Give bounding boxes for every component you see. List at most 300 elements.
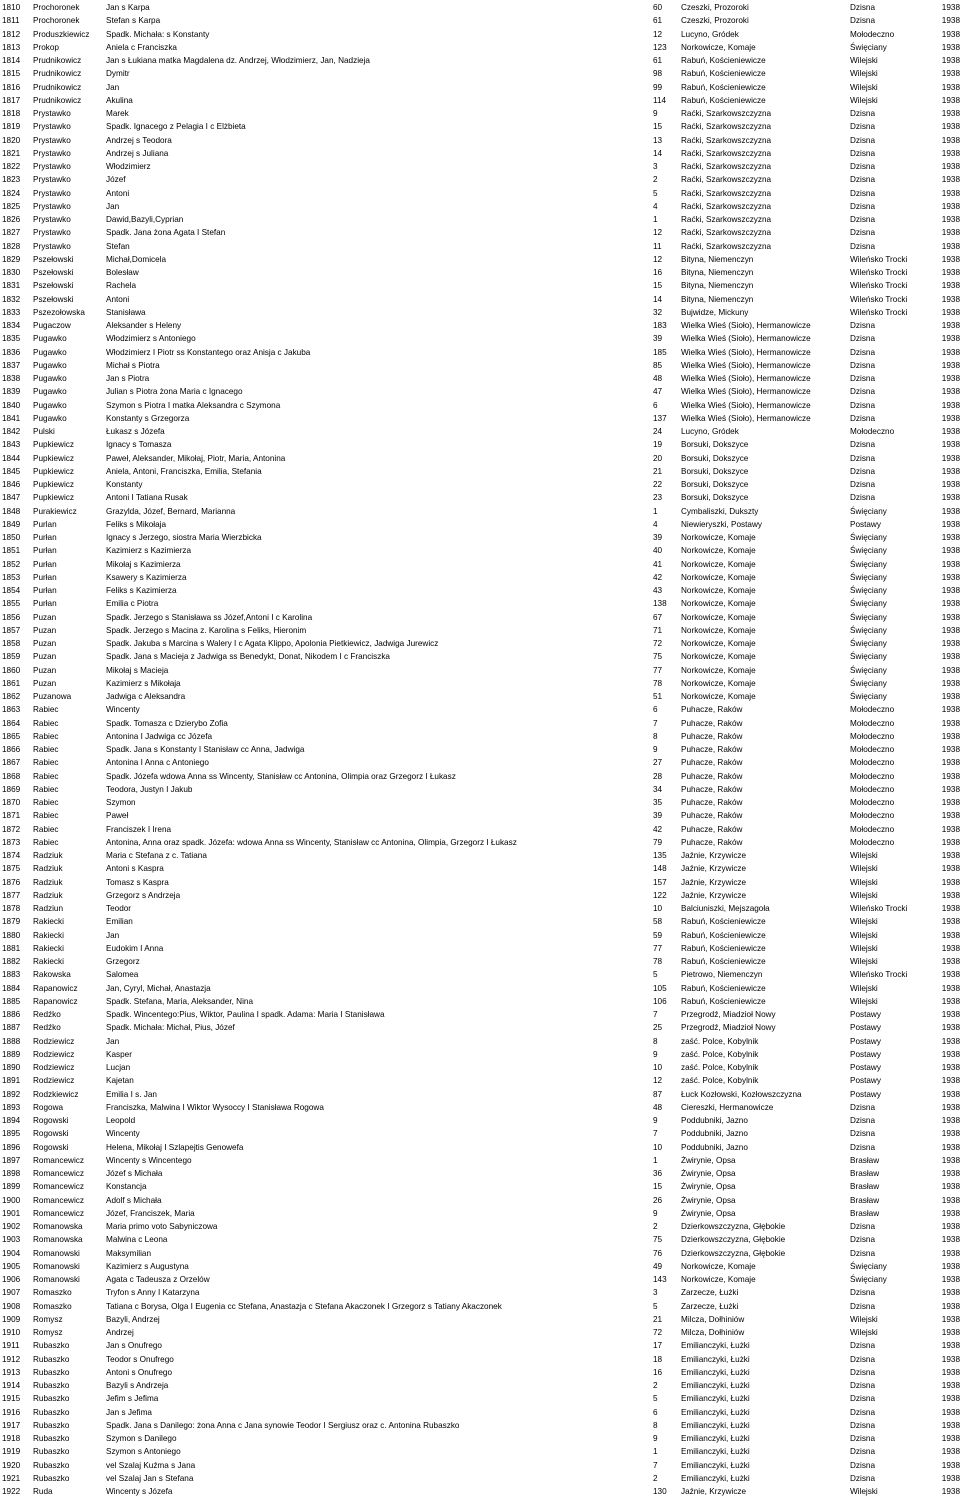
house-number-cell: 39 <box>653 334 663 344</box>
house-number-cell: 17 <box>653 1341 663 1351</box>
entry-number-cell: 1837 <box>2 360 21 370</box>
surname-cell: Prystawko <box>33 148 71 158</box>
surname-cell: Rabiec <box>33 745 59 754</box>
county-cell: Święciany <box>850 678 887 688</box>
given-names-cell: Emilia I s. Jan <box>106 1089 157 1099</box>
county-cell: Dzisna <box>850 188 876 198</box>
surname-cell: Rubaszko <box>33 1434 70 1443</box>
given-names-cell: Ignacy s Tomasza <box>106 440 172 450</box>
given-names-cell: Michał,Domicela <box>106 254 167 264</box>
entry-number-cell: 1828 <box>2 241 21 251</box>
table-row <box>0 1339 960 1352</box>
table-row <box>0 915 960 928</box>
given-names-cell: Bazyli s Andrzeja <box>106 1381 169 1390</box>
entry-number-cell: 1812 <box>2 29 21 39</box>
entry-number-cell: 1914 <box>2 1381 21 1390</box>
table-row <box>0 1392 960 1405</box>
surname-cell: Pszełowski <box>33 281 74 291</box>
locality-cell: Raćki, Szarkowszczyzna <box>681 228 772 238</box>
given-names-cell: Emilian <box>106 917 133 927</box>
house-number-cell: 12 <box>653 254 663 264</box>
house-number-cell: 28 <box>653 771 663 781</box>
given-names-cell: Tomasz s Kaspra <box>106 877 169 887</box>
surname-cell: Romanowski <box>33 1248 80 1258</box>
year-cell: 1938 <box>941 1222 960 1231</box>
given-names-cell: Antonina, Anna oraz spadk. Józefa: wdowa Anna ss Wincenty, Stanisław cc Antonina, Olimpia, Grzegorz I Łukasz <box>106 837 517 847</box>
house-number-cell: 60 <box>653 3 663 12</box>
table-row <box>0 94 960 107</box>
entry-number-cell: 1824 <box>2 188 21 198</box>
table-row <box>0 1260 960 1273</box>
locality-cell: Zarzecze, Łużki <box>681 1288 739 1298</box>
house-number-cell: 20 <box>653 453 663 463</box>
house-number-cell: 16 <box>653 268 663 277</box>
given-names-cell: Szymon s Antoniego <box>106 1447 181 1457</box>
year-cell: 1938 <box>941 837 960 847</box>
given-names-cell: Szymon s Piotra I matka Aleksandra c Szymona <box>106 400 281 410</box>
locality-cell: Milcza, Dołhiniów <box>681 1314 745 1324</box>
house-number-cell: 9 <box>653 1208 658 1218</box>
house-number-cell: 6 <box>653 400 658 410</box>
surname-cell: Prystawko <box>33 215 71 224</box>
locality-cell: Jaźnie, Krzywicze <box>681 864 747 874</box>
year-cell: 1938 <box>941 1407 960 1417</box>
given-names-cell: Feliks s Kazimierza <box>106 586 177 595</box>
given-names-cell: Antonina I Anna c Antoniego <box>106 758 209 768</box>
surname-cell: Puzan <box>33 639 57 648</box>
county-cell: Wilejski <box>850 851 878 860</box>
entry-number-cell: 1845 <box>2 466 21 476</box>
given-names-cell: Feliks s Mikołaja <box>106 519 167 529</box>
table-row <box>0 1432 960 1445</box>
given-names-cell: Spadk. Jerzego s Macina z. Karolina s Feliks, Hieronim <box>106 625 307 635</box>
entry-number-cell: 1902 <box>2 1222 21 1231</box>
given-names-cell: Spadk. Tomasza c Dzierybo Zofia <box>106 718 228 728</box>
entry-number-cell: 1835 <box>2 334 21 344</box>
surname-cell: Rakiecki <box>33 957 64 966</box>
table-row <box>0 743 960 756</box>
surname-cell: Rubaszko <box>33 1473 70 1483</box>
county-cell: Wilejski <box>850 930 878 940</box>
county-cell: Dzisna <box>850 1420 876 1430</box>
year-cell: 1938 <box>941 784 960 794</box>
county-cell: Wileńsko Trocki <box>850 268 908 277</box>
year-cell: 1938 <box>941 996 960 1006</box>
surname-cell: Prochoronek <box>33 16 80 26</box>
house-number-cell: 1 <box>653 1155 658 1165</box>
given-names-cell: Jan <box>106 930 120 940</box>
county-cell: Dzisna <box>850 135 876 145</box>
entry-number-cell: 1827 <box>2 228 21 238</box>
house-number-cell: 71 <box>653 625 663 635</box>
locality-cell: Dzierkowszczyzna, Głębokie <box>681 1235 786 1245</box>
given-names-cell: Wincenty <box>106 1129 140 1139</box>
house-number-cell: 61 <box>653 16 663 26</box>
year-cell: 1938 <box>941 771 960 781</box>
given-names-cell: Jefim s Jefima <box>106 1394 159 1404</box>
year-cell: 1938 <box>941 1235 960 1245</box>
county-cell: Dzisna <box>850 1222 876 1231</box>
table-row <box>0 756 960 769</box>
year-cell: 1938 <box>941 16 960 26</box>
given-names-cell: Konstanty s Grzegorza <box>106 413 190 423</box>
entry-number-cell: 1826 <box>2 215 21 224</box>
entry-number-cell: 1893 <box>2 1102 21 1112</box>
given-names-cell: Agata c Tadeusza z Orzelów <box>106 1275 210 1284</box>
locality-cell: Rabuń, Kościeniewicze <box>681 996 766 1006</box>
entry-number-cell: 1891 <box>2 1076 21 1086</box>
surname-cell: Rabiec <box>33 758 59 768</box>
entry-number-cell: 1869 <box>2 784 21 794</box>
table-row <box>0 1088 960 1101</box>
locality-cell: Puhacze, Raków <box>681 705 743 715</box>
year-cell: 1938 <box>941 42 960 52</box>
year-cell: 1938 <box>941 1182 960 1192</box>
given-names-cell: Włodzimierz s Antoniego <box>106 334 196 344</box>
entry-number-cell: 1840 <box>2 400 21 410</box>
county-cell: Święciany <box>850 533 887 542</box>
locality-cell: Bityna, Niemenczyn <box>681 281 754 291</box>
given-names-cell: Michał s Piotra <box>106 360 160 370</box>
given-names-cell: Spadk. Jana żona Agata I Stefan <box>106 228 226 238</box>
locality-cell: Puhacze, Raków <box>681 718 743 728</box>
county-cell: Święciany <box>850 612 887 622</box>
house-number-cell: 10 <box>653 904 663 913</box>
county-cell: Dzisna <box>850 1367 876 1377</box>
house-number-cell: 12 <box>653 1076 663 1086</box>
surname-cell: Purakiewicz <box>33 506 77 516</box>
given-names-cell: Dawid,Bazyli,Cyprian <box>106 215 184 224</box>
year-cell: 1938 <box>941 493 960 503</box>
county-cell: Wileńsko Trocki <box>850 307 908 317</box>
surname-cell: Pugawko <box>33 347 67 357</box>
entry-number-cell: 1851 <box>2 546 21 556</box>
table-row <box>0 1114 960 1127</box>
locality-cell: Jaźnie, Krzywicze <box>681 890 747 900</box>
table-row <box>0 730 960 743</box>
given-names-cell: Antoni s Onufrego <box>106 1367 172 1377</box>
year-cell: 1938 <box>941 1367 960 1377</box>
entry-number-cell: 1857 <box>2 625 21 635</box>
house-number-cell: 24 <box>653 427 663 436</box>
house-number-cell: 39 <box>653 533 663 542</box>
year-cell: 1938 <box>941 1089 960 1099</box>
year-cell: 1938 <box>941 294 960 304</box>
given-names-cell: Salomea <box>106 970 139 980</box>
surname-cell: Purłan <box>33 533 57 542</box>
house-number-cell: 41 <box>653 559 663 569</box>
county-cell: Brasław <box>850 1208 880 1218</box>
house-number-cell: 1 <box>653 506 658 516</box>
county-cell: Dzisna <box>850 1235 876 1245</box>
house-number-cell: 130 <box>653 1487 667 1496</box>
entry-number-cell: 1903 <box>2 1235 21 1245</box>
entry-number-cell: 1830 <box>2 268 21 277</box>
locality-cell: Norkowicze, Komaje <box>681 599 756 609</box>
year-cell: 1938 <box>941 268 960 277</box>
county-cell: Postawy <box>850 1023 881 1033</box>
year-cell: 1938 <box>941 466 960 476</box>
entry-number-cell: 1915 <box>2 1394 21 1404</box>
locality-cell: Milcza, Dołhiniów <box>681 1328 745 1337</box>
year-cell: 1938 <box>941 162 960 171</box>
given-names-cell: Szymon s Danilego <box>106 1434 177 1443</box>
year-cell: 1938 <box>941 347 960 357</box>
surname-cell: Puzan <box>33 652 57 662</box>
locality-cell: Emilianczyki, Łużki <box>681 1473 750 1483</box>
year-cell: 1938 <box>941 1354 960 1364</box>
house-number-cell: 36 <box>653 1169 663 1178</box>
house-number-cell: 79 <box>653 837 663 847</box>
surname-cell: Prochoronek <box>33 3 80 12</box>
house-number-cell: 10 <box>653 1063 663 1072</box>
locality-cell: Zarzecze, Łużki <box>681 1301 739 1311</box>
entry-number-cell: 1841 <box>2 413 21 423</box>
locality-cell: Norkowicze, Komaje <box>681 572 756 582</box>
table-row <box>0 796 960 809</box>
given-names-cell: Antoni <box>106 188 130 198</box>
year-cell: 1938 <box>941 718 960 728</box>
locality-cell: Raćki, Szarkowszczyzna <box>681 109 772 118</box>
surname-cell: Rodziewicz <box>33 1063 75 1072</box>
entry-number-cell: 1917 <box>2 1420 21 1430</box>
house-number-cell: 14 <box>653 294 663 304</box>
locality-cell: Norkowicze, Komaje <box>681 612 756 622</box>
house-number-cell: 9 <box>653 1116 658 1125</box>
house-number-cell: 1 <box>653 215 658 224</box>
given-names-cell: Spadk. Jana s Konstanty I Stanisław cc Anna, Jadwiga <box>106 745 305 754</box>
locality-cell: Rabuń, Kościeniewicze <box>681 69 766 79</box>
county-cell: Mołodeczno <box>850 718 895 728</box>
house-number-cell: 67 <box>653 612 663 622</box>
year-cell: 1938 <box>941 599 960 609</box>
surname-cell: Pupkiewicz <box>33 493 74 503</box>
table-row <box>0 147 960 160</box>
table-row <box>0 160 960 173</box>
house-number-cell: 9 <box>653 109 658 118</box>
house-number-cell: 15 <box>653 281 663 291</box>
house-number-cell: 122 <box>653 890 667 900</box>
year-cell: 1938 <box>941 1275 960 1284</box>
entry-number-cell: 1878 <box>2 904 21 913</box>
surname-cell: Rakiecki <box>33 917 64 927</box>
surname-cell: Pupkiewicz <box>33 440 74 450</box>
county-cell: Dzisna <box>850 413 876 423</box>
house-number-cell: 5 <box>653 1394 658 1404</box>
surname-cell: Romaszko <box>33 1288 72 1298</box>
table-row <box>0 1194 960 1207</box>
house-number-cell: 185 <box>653 347 667 357</box>
table-row <box>0 1313 960 1326</box>
table-row <box>0 372 960 385</box>
year-cell: 1938 <box>941 851 960 860</box>
given-names-cell: Jan <box>106 201 120 211</box>
table-row <box>0 584 960 597</box>
given-names-cell: Teodor <box>106 904 132 913</box>
entry-number-cell: 1831 <box>2 281 21 291</box>
locality-cell: Rabuń, Kościeniewicze <box>681 56 766 65</box>
given-names-cell: Stefan s Karpa <box>106 16 161 26</box>
surname-cell: Redźko <box>33 1023 61 1033</box>
given-names-cell: Akulina <box>106 95 133 105</box>
county-cell: Mołodeczno <box>850 705 895 715</box>
county-cell: Dzisna <box>850 215 876 224</box>
table-row <box>0 266 960 279</box>
surname-cell: Rabiec <box>33 811 59 821</box>
entry-number-cell: 1907 <box>2 1288 21 1298</box>
table-row <box>0 611 960 624</box>
table-row <box>0 505 960 518</box>
entry-number-cell: 1889 <box>2 1049 21 1059</box>
house-number-cell: 9 <box>653 745 658 754</box>
locality-cell: Puhacze, Raków <box>681 811 743 821</box>
given-names-cell: Stefan <box>106 241 130 251</box>
house-number-cell: 1 <box>653 1447 658 1457</box>
year-cell: 1938 <box>941 1036 960 1046</box>
given-names-cell: Marek <box>106 109 129 118</box>
entry-number-cell: 1849 <box>2 519 21 529</box>
given-names-cell: Grzegorz s Andrzeja <box>106 890 181 900</box>
house-number-cell: 32 <box>653 307 663 317</box>
county-cell: Święciany <box>850 599 887 609</box>
surname-cell: Romanowski <box>33 1275 80 1284</box>
entry-number-cell: 1814 <box>2 56 21 65</box>
surname-cell: Prudnikowicz <box>33 82 82 92</box>
locality-cell: Norkowicze, Komaje <box>681 1261 756 1271</box>
county-cell: Wileńsko Trocki <box>850 970 908 980</box>
year-cell: 1938 <box>941 148 960 158</box>
house-number-cell: 2 <box>653 1222 658 1231</box>
surname-cell: Romanowski <box>33 1261 80 1271</box>
house-number-cell: 21 <box>653 1314 663 1324</box>
house-number-cell: 7 <box>653 1129 658 1139</box>
year-cell: 1938 <box>941 705 960 715</box>
surname-cell: Pupkiewicz <box>33 466 74 476</box>
table-row <box>0 677 960 690</box>
entry-number-cell: 1867 <box>2 758 21 768</box>
surname-cell: Romancewicz <box>33 1195 84 1205</box>
house-number-cell: 2 <box>653 1381 658 1390</box>
table-row <box>0 1021 960 1034</box>
year-cell: 1938 <box>941 188 960 198</box>
entry-number-cell: 1905 <box>2 1261 21 1271</box>
county-cell: Dzisna <box>850 453 876 463</box>
given-names-cell: Szymon <box>106 798 136 807</box>
given-names-cell: Antoni I Tatiana Rusak <box>106 493 188 503</box>
locality-cell: Poddubniki, Jazno <box>681 1142 748 1152</box>
house-number-cell: 12 <box>653 228 663 238</box>
house-number-cell: 25 <box>653 1023 663 1033</box>
year-cell: 1938 <box>941 387 960 397</box>
house-number-cell: 3 <box>653 1288 658 1298</box>
locality-cell: Borsuki, Dokszyce <box>681 493 749 503</box>
surname-cell: Puzanowa <box>33 692 72 701</box>
locality-cell: Jaźnie, Krzywicze <box>681 851 747 860</box>
house-number-cell: 76 <box>653 1248 663 1258</box>
year-cell: 1938 <box>941 95 960 105</box>
county-cell: Święciany <box>850 586 887 595</box>
given-names-cell: Maksymilian <box>106 1248 152 1258</box>
locality-cell: Puhacze, Raków <box>681 837 743 847</box>
entry-number-cell: 1910 <box>2 1328 21 1337</box>
entry-number-cell: 1864 <box>2 718 21 728</box>
surname-cell: Radziuk <box>33 877 63 887</box>
table-row <box>0 134 960 147</box>
surname-cell: Prystawko <box>33 109 71 118</box>
surname-cell: Pszełowski <box>33 268 74 277</box>
surname-cell: Puzan <box>33 665 57 675</box>
surname-cell: Ruda <box>33 1487 53 1496</box>
entry-number-cell: 1861 <box>2 678 21 688</box>
year-cell: 1938 <box>941 678 960 688</box>
given-names-cell: Tatiana c Borysa, Olga I Eugenia cc Stefana, Anastazja c Stefana Akaczonek I Grzegorz s Tatiany Akaczonek <box>106 1301 502 1311</box>
locality-cell: Wielka Wieś (Sioło), Hermanowicze <box>681 321 811 330</box>
given-names-cell: Aleksander s Heleny <box>106 321 182 330</box>
given-names-cell: Wincenty s Józefa <box>106 1487 173 1496</box>
entry-number-cell: 1838 <box>2 374 21 383</box>
table-row <box>0 385 960 398</box>
surname-cell: Romaszko <box>33 1301 72 1311</box>
surname-cell: Rodziewicz <box>33 1049 75 1059</box>
entry-number-cell: 1842 <box>2 427 21 436</box>
table-row <box>0 279 960 292</box>
county-cell: Dzisna <box>850 321 876 330</box>
year-cell: 1938 <box>941 1116 960 1125</box>
county-cell: Dzisna <box>850 3 876 12</box>
house-number-cell: 75 <box>653 652 663 662</box>
locality-cell: zaść. Polce, Kobylnik <box>681 1036 759 1046</box>
table-row <box>0 1406 960 1419</box>
year-cell: 1938 <box>941 798 960 807</box>
entry-number-cell: 1813 <box>2 42 21 52</box>
county-cell: Wilejski <box>850 943 878 953</box>
county-cell: Brasław <box>850 1155 880 1165</box>
table-row <box>0 544 960 557</box>
surname-cell: Rabiec <box>33 705 59 715</box>
given-names-cell: Aniela c Franciszka <box>106 42 177 52</box>
entry-number-cell: 1920 <box>2 1460 21 1470</box>
locality-cell: Borsuki, Dokszyce <box>681 440 749 450</box>
year-cell: 1938 <box>941 1473 960 1483</box>
given-names-cell: Spadk. Jana s Macieja z Jadwiga ss Benedykt, Donat, Nikodem I c Franciszka <box>106 652 390 662</box>
entry-number-cell: 1912 <box>2 1354 21 1364</box>
given-names-cell: Helena, Mikołaj I Szlapejtis Genowefa <box>106 1142 244 1152</box>
entry-number-cell: 1896 <box>2 1142 21 1152</box>
year-cell: 1938 <box>941 665 960 675</box>
entry-number-cell: 1818 <box>2 109 21 118</box>
surname-cell: Prudnikowicz <box>33 56 82 65</box>
surname-cell: Prystawko <box>33 241 71 251</box>
table-row <box>0 187 960 200</box>
year-cell: 1938 <box>941 970 960 980</box>
county-cell: Postawy <box>850 1049 881 1059</box>
entry-number-cell: 1885 <box>2 996 21 1006</box>
house-number-cell: 19 <box>653 440 663 450</box>
house-number-cell: 9 <box>653 1049 658 1059</box>
locality-cell: Emilianczyki, Łużki <box>681 1354 750 1364</box>
surname-cell: Romancewicz <box>33 1169 84 1178</box>
entry-number-cell: 1816 <box>2 82 21 92</box>
table-row <box>0 54 960 67</box>
year-cell: 1938 <box>941 440 960 450</box>
table-row <box>0 1220 960 1233</box>
given-names-cell: Spadk. Jana s Danilego: żona Anna c Jana synowie Teodor I Sergiusz oraz c. Antonina Rubaszko <box>106 1420 460 1430</box>
surname-cell: Rabiec <box>33 718 59 728</box>
year-cell: 1938 <box>941 652 960 662</box>
year-cell: 1938 <box>941 890 960 900</box>
locality-cell: Bujwidze, Mickuny <box>681 307 749 317</box>
year-cell: 1938 <box>941 1420 960 1430</box>
